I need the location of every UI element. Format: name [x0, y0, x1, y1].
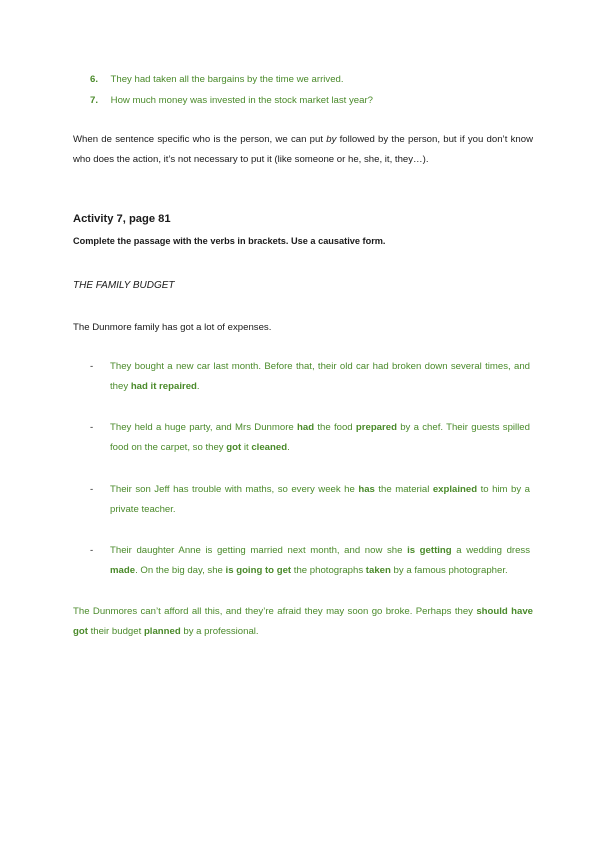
- answer: is going to get: [225, 565, 292, 576]
- passage-item: - Their son Jeff has trouble with maths, so every week he has the material explained to him by a private teacher.: [90, 480, 530, 520]
- passage-item: - They bought a new car last month. Before that, their old car had broken down several times, and they had it repaired.: [90, 357, 530, 397]
- passage-intro: The Dunmore family has got a lot of expenses.: [73, 322, 272, 333]
- passage-item: - They held a huge party, and Mrs Dunmore had the food prepared by a chef. Their guests spilled food on the carpet, so they got it cleaned.: [90, 418, 530, 458]
- list-item: [90, 92, 373, 113]
- answer: prepared: [355, 422, 397, 433]
- answer: is getting: [407, 545, 452, 556]
- item-number: 7.: [90, 95, 99, 106]
- answer: should have got: [73, 606, 533, 637]
- answer: made: [110, 565, 136, 576]
- closing-paragraph: The Dunmores can’t afford all this, and they’re afraid they may soon go broke. Perhaps they should have got their budget planned by a professional.: [73, 606, 533, 637]
- activity-heading: Activity 7, page 81: [73, 213, 171, 225]
- bullet-dash: -: [90, 422, 94, 433]
- note-text: When de sentence specific who is the person, we can put: [73, 134, 327, 145]
- item-text: How much money was invested in the stock market last year?: [110, 95, 374, 106]
- answer: had: [297, 422, 315, 433]
- bullet-dash: -: [90, 484, 94, 495]
- answer: explained: [432, 484, 478, 495]
- passage-item: - Their daughter Anne is getting married next month, and now she is getting a wedding dress made. On the big day, she is going to get the photographs taken by a famous photographer.: [90, 541, 530, 581]
- list-item: [90, 71, 373, 92]
- grammar-note: [73, 130, 533, 170]
- item-number: 6.: [90, 74, 99, 85]
- activity-instruction: Complete the passage with the verbs in brackets. Use a causative form.: [73, 236, 386, 246]
- note-italic: by: [326, 134, 337, 145]
- note-text: followed by the person, but if you don’t know who does the action, it’s not necessary to put it (like someone or he, she, it, they…).: [73, 134, 533, 165]
- item-text: They had taken all the bargains by the time we arrived.: [110, 74, 344, 85]
- answer: cleaned: [251, 442, 288, 453]
- numbered-list: [90, 71, 373, 113]
- answer: had it repaired: [130, 381, 197, 392]
- answer: taken: [365, 565, 391, 576]
- answer: planned: [143, 626, 181, 637]
- bullet-dash: -: [90, 545, 94, 556]
- passage-title: THE FAMILY BUDGET: [73, 280, 175, 291]
- answer: has: [358, 484, 375, 495]
- bullet-dash: -: [90, 361, 94, 372]
- answer: got: [226, 442, 242, 453]
